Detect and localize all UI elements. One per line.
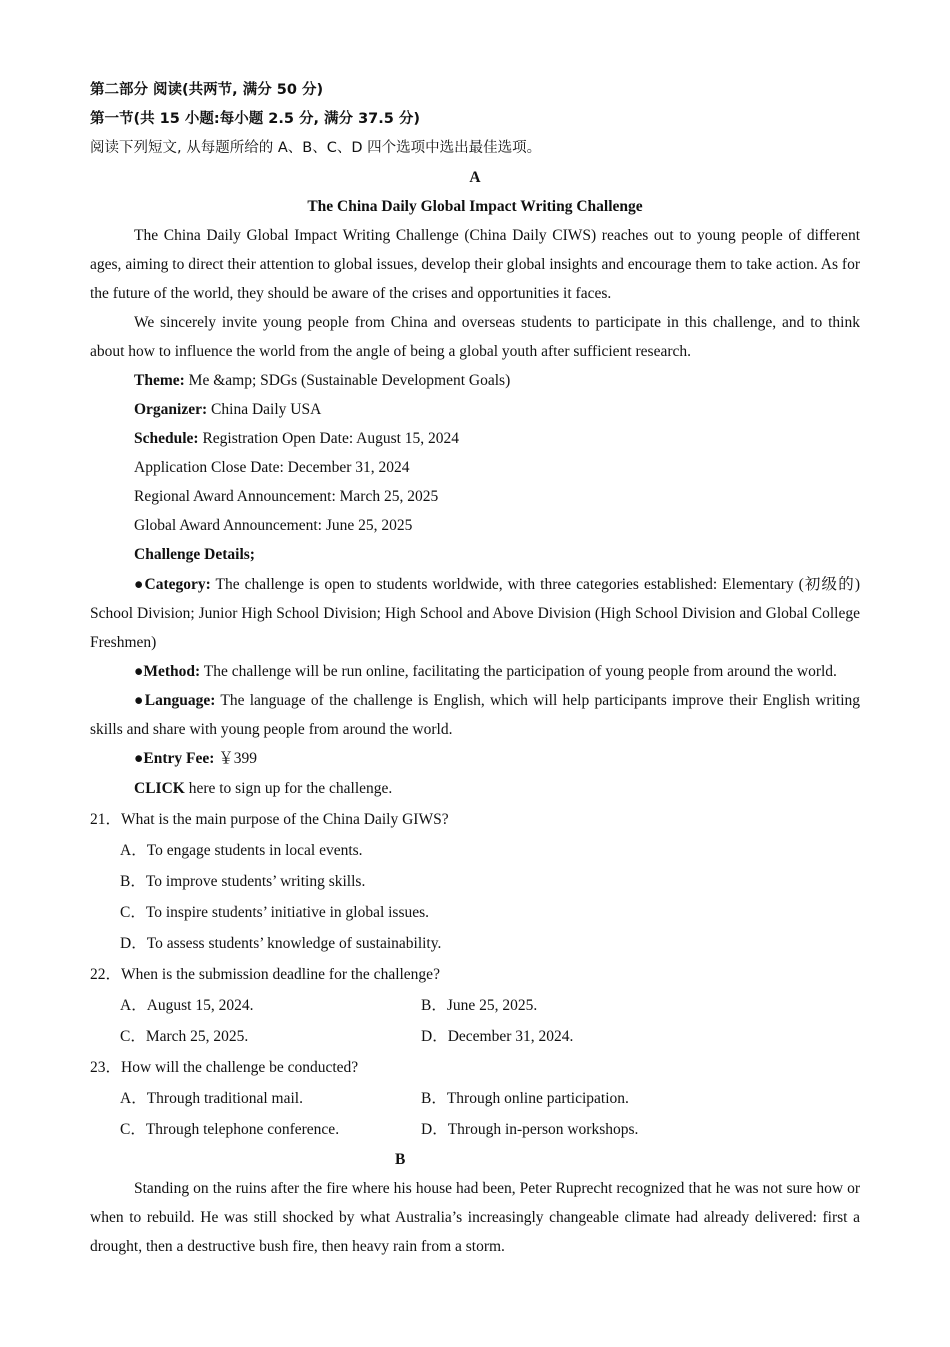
language-label: ●Language:	[134, 692, 216, 709]
language-value: The language of the challenge is English, which will help participants improve their English writing skills and share with young people from around the world.	[90, 692, 861, 738]
category-label: ●Category:	[134, 576, 211, 593]
method-label: ●Method:	[134, 663, 201, 680]
category-value: The challenge is open to students worldwide, with three categories established: Elementary (初级的) School Division; Junior High School Division; High School and Above Division (High School Division and Global College Freshmen)	[90, 576, 860, 651]
question-22-option-c[interactable]: C．March 25, 2025.	[120, 1028, 249, 1045]
question-23-option-c[interactable]: C．Through telephone conference.	[120, 1121, 340, 1138]
question-22-option-a[interactable]: A．August 15, 2024.	[120, 997, 254, 1014]
method-value: The challenge will be run online, facilitating the participation of young people from around the world.	[200, 663, 837, 680]
method-paragraph	[90, 657, 860, 686]
question-22-option-d[interactable]: D．December 31, 2024.	[421, 1028, 574, 1045]
schedule-label: Schedule:	[134, 430, 199, 447]
passage-a-title: The China Daily Global Impact Writing Challenge	[307, 198, 643, 215]
organizer-value: China Daily USA	[207, 401, 322, 418]
question-21-option-b[interactable]: B．To improve students’ writing skills.	[120, 873, 366, 890]
language-paragraph	[90, 686, 860, 744]
close-date-line: Application Close Date: December 31, 2024	[134, 459, 410, 476]
question-23-option-b[interactable]: B．Through online participation.	[421, 1090, 629, 1107]
part-heading: 第二部分 阅读(共两节, 满分 50 分)	[90, 82, 324, 98]
theme-label: Theme:	[134, 372, 185, 389]
question-21-stem: 21．What is the main purpose of the China Daily GIWS?	[90, 811, 449, 828]
passage-b-letter: B	[395, 1151, 406, 1168]
question-23-option-d[interactable]: D．Through in-person workshops.	[421, 1121, 639, 1138]
question-22-option-b[interactable]: B．June 25, 2025.	[421, 997, 538, 1014]
theme-line	[90, 366, 860, 395]
schedule-line	[90, 424, 860, 453]
regional-award-line: Regional Award Announcement: March 25, 2025	[134, 488, 439, 505]
question-23-options-row-2	[90, 1114, 860, 1145]
question-21-option-c[interactable]: C．To inspire students’ initiative in global issues.	[120, 904, 430, 921]
schedule-value: Registration Open Date: August 15, 2024	[198, 430, 460, 447]
click-line	[90, 774, 860, 804]
passage-a-paragraph-1: The China Daily Global Impact Writing Challenge (China Daily CIWS) reaches out to young people of different ages, aiming to direct their attention to global issues, develop their global insights and encourage them to take action. As for the future of the world, they should be aware of the crises and opportunities it faces.	[90, 227, 860, 302]
theme-value: Me &amp; SDGs (Sustainable Development Goals)	[184, 372, 511, 389]
details-heading: Challenge Details;	[134, 546, 255, 563]
question-23-stem: 23．How will the challenge be conducted?	[90, 1059, 359, 1076]
passage-b-paragraph-1: Standing on the ruins after the fire where his house had been, Peter Ruprecht recognized that he was not sure how or when to rebuild. He was still shocked by what Australia’s increasingly changeable climate had already delivered: first a drought, then a destructive bush fire, then heavy rain from a storm.	[90, 1180, 860, 1255]
question-22-options-row-2	[90, 1021, 860, 1052]
instruction-text: 阅读下列短文, 从每题所给的 A、B、C、D 四个选项中选出最佳选项。	[90, 140, 542, 156]
category-paragraph	[90, 570, 860, 657]
question-23-option-a[interactable]: A．Through traditional mail.	[120, 1090, 303, 1107]
fee-label: ●Entry Fee:	[134, 750, 215, 767]
fee-value: ￥399	[214, 750, 258, 767]
exam-page	[90, 76, 860, 1261]
section-heading: 第一节(共 15 小题:每小题 2.5 分, 满分 37.5 分)	[90, 111, 421, 127]
passage-a-paragraph-2: We sincerely invite young people from China and overseas students to participate in this challenge, and to think about how to influence the world from the angle of being a global youth after sufficient research.	[90, 314, 860, 360]
question-23-options-row-1	[90, 1083, 860, 1114]
organizer-line	[90, 395, 860, 424]
fee-line	[90, 744, 860, 774]
click-label: CLICK	[134, 780, 185, 797]
question-21-option-d[interactable]: D．To assess students’ knowledge of sustainability.	[120, 935, 442, 952]
global-award-line: Global Award Announcement: June 25, 2025	[134, 517, 413, 534]
click-value: here to sign up for the challenge.	[184, 780, 393, 797]
question-22-options-row-1	[90, 990, 860, 1021]
passage-a-letter: A	[469, 169, 481, 186]
question-22-stem: 22．When is the submission deadline for the challenge?	[90, 966, 440, 983]
organizer-label: Organizer:	[134, 401, 208, 418]
question-21-option-a[interactable]: A．To engage students in local events.	[120, 842, 363, 859]
